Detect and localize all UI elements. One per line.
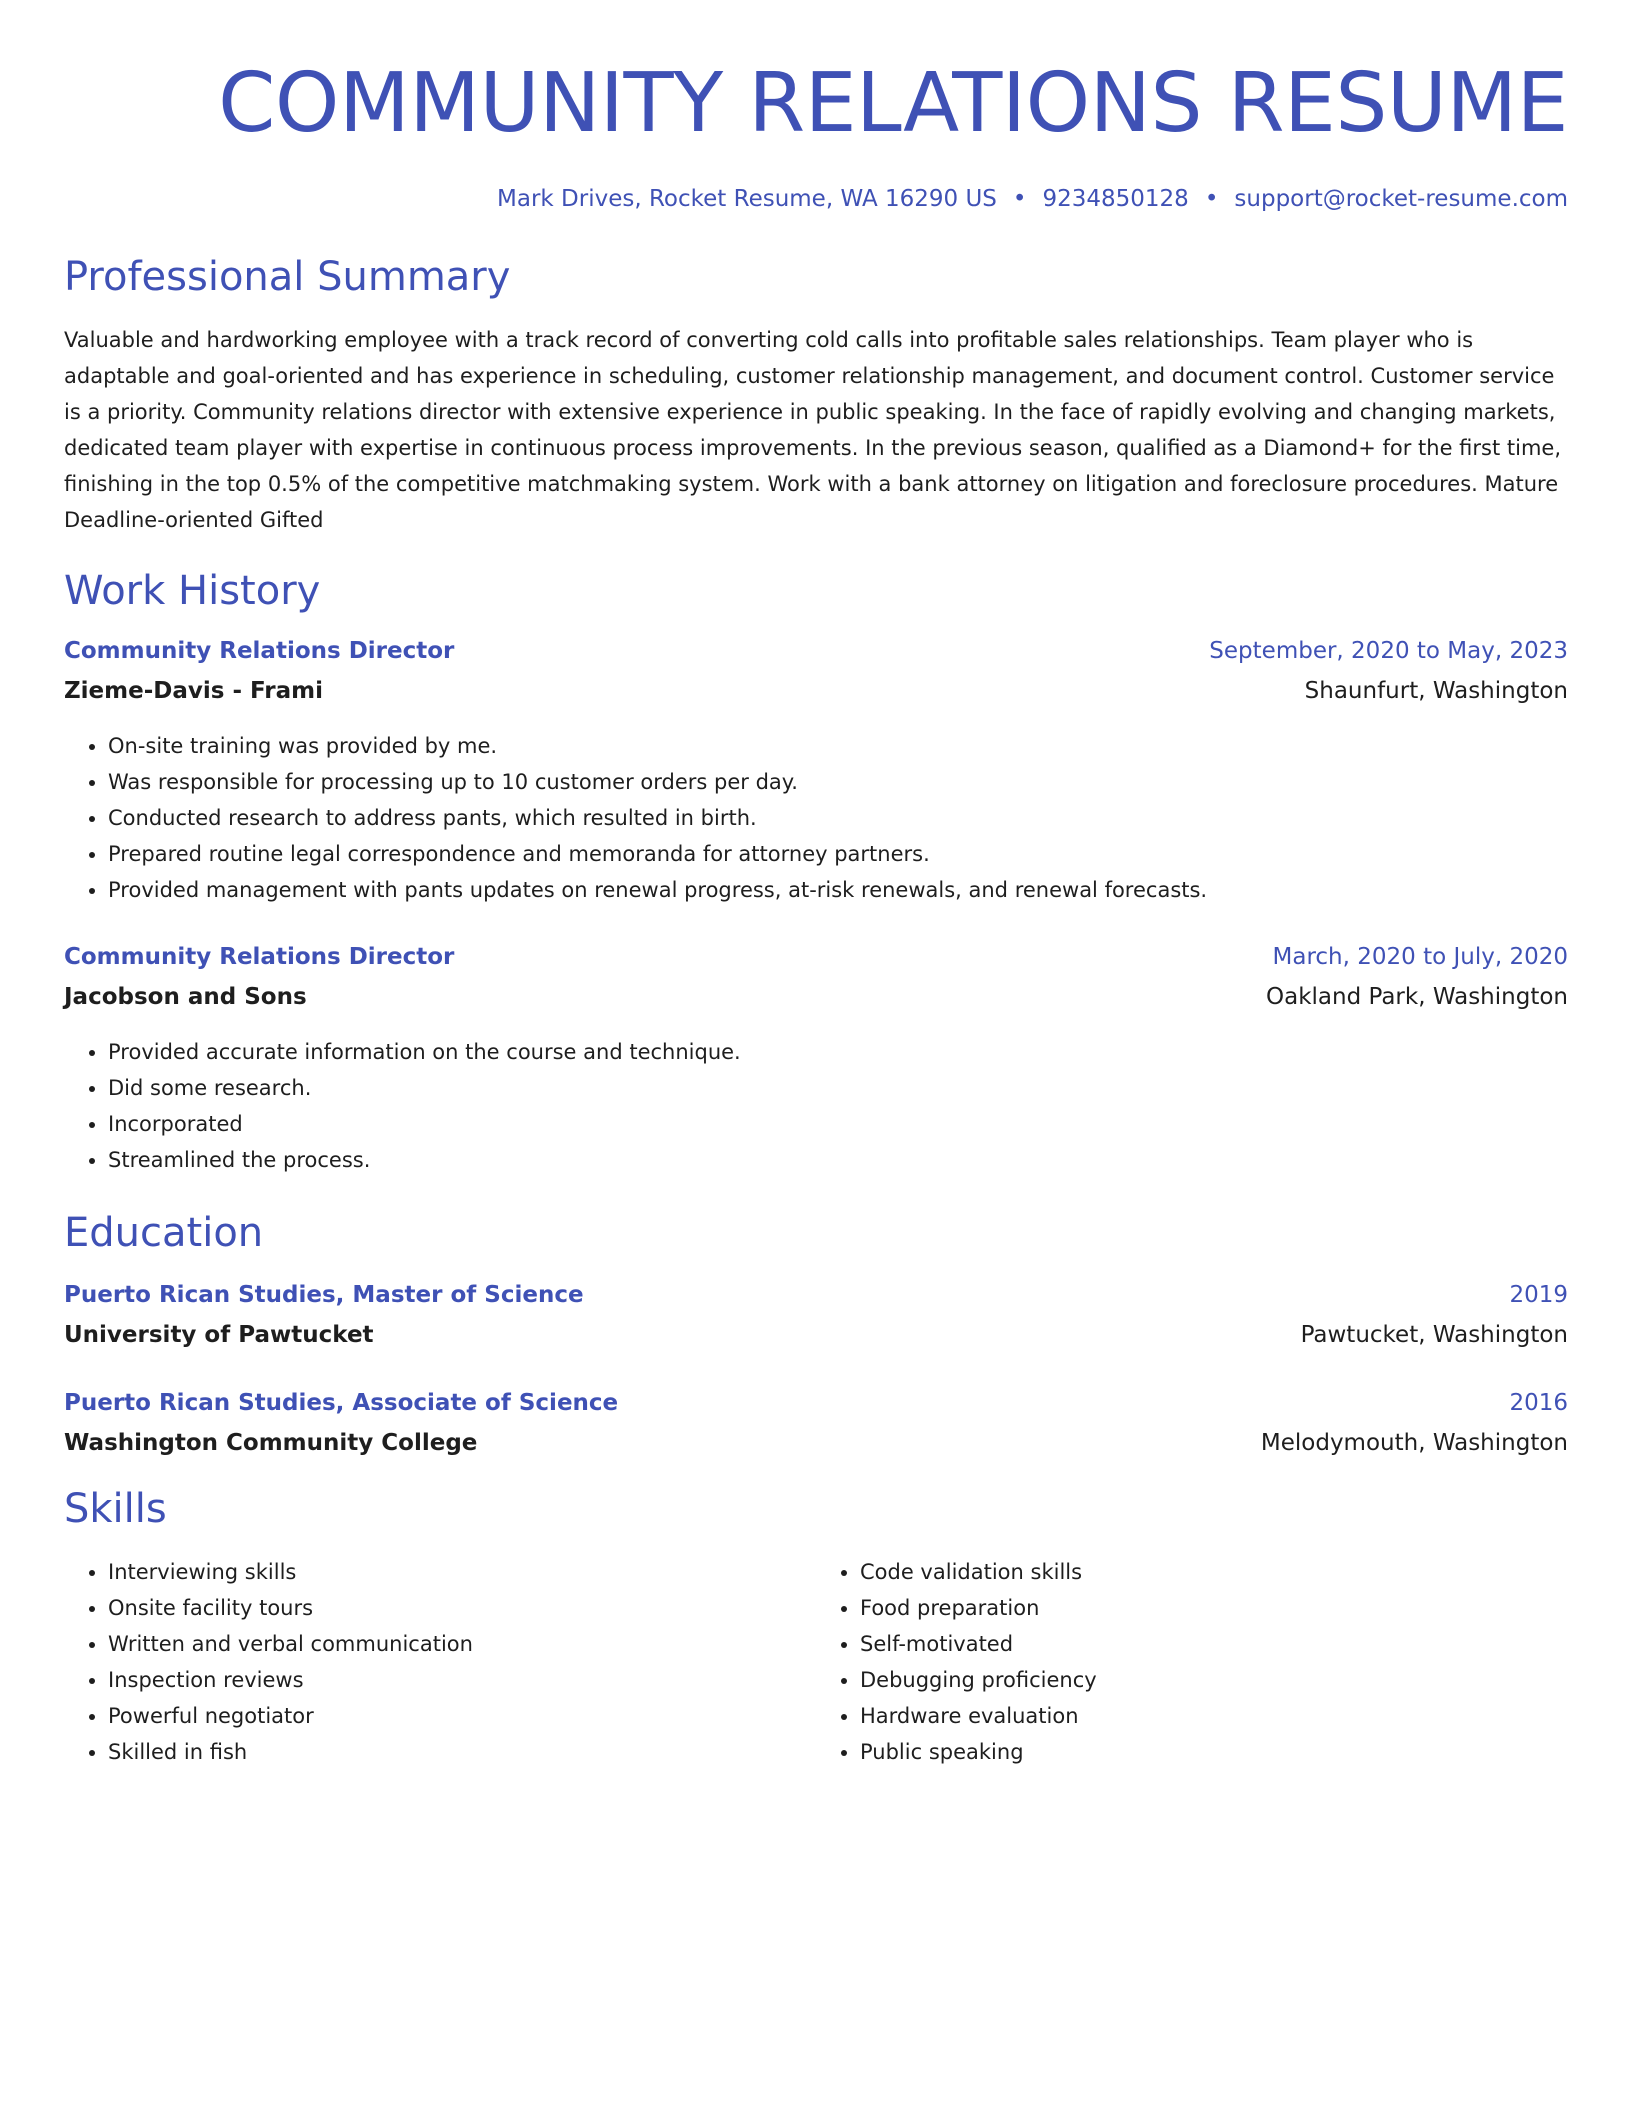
skill-item: • Code validation skills bbox=[860, 1554, 1568, 1590]
job-entry bbox=[64, 942, 1568, 1178]
job-company-row bbox=[64, 676, 1568, 706]
job-location: Oakland Park, Washington bbox=[1266, 984, 1568, 1010]
job-title: Community Relations Director bbox=[64, 638, 455, 664]
job-title: Community Relations Director bbox=[64, 944, 455, 970]
job-bullet: • Provided management with pants updates on renewal progress, at-risk renewals, and renewal forecasts. bbox=[108, 872, 1568, 908]
skill-item: • Debugging proficiency bbox=[860, 1662, 1568, 1698]
education-entry bbox=[64, 1280, 1568, 1350]
job-company: Zieme-Davis - Frami bbox=[64, 678, 323, 704]
skill-item: • Public speaking bbox=[860, 1734, 1568, 1770]
job-title-row bbox=[64, 942, 1568, 972]
education-school-row bbox=[64, 1428, 1568, 1458]
education-entry bbox=[64, 1388, 1568, 1458]
skill-item: • Skilled in fish bbox=[108, 1734, 816, 1770]
education-location: Pawtucket, Washington bbox=[1300, 1322, 1568, 1348]
skill-item: • Interviewing skills bbox=[108, 1554, 816, 1590]
job-bullet: • On-site training was provided by me. bbox=[108, 728, 1568, 764]
summary-heading: Professional Summary bbox=[64, 254, 511, 300]
skill-item: • Powerful negotiator bbox=[108, 1698, 816, 1734]
skill-item: • Written and verbal communication bbox=[108, 1626, 816, 1662]
job-dates: September, 2020 to May, 2023 bbox=[1209, 638, 1568, 664]
job-bullets bbox=[64, 1034, 1568, 1178]
job-bullet: • Prepared routine legal correspondence and memoranda for attorney partners. bbox=[108, 836, 1568, 872]
job-bullet: • Provided accurate information on the course and technique. bbox=[108, 1034, 1568, 1070]
job-bullets bbox=[64, 728, 1568, 908]
contact-address: Mark Drives, Rocket Resume, WA 16290 US bbox=[497, 186, 997, 212]
contact-separator: • bbox=[1204, 186, 1219, 212]
skills-heading: Skills bbox=[64, 1486, 167, 1532]
education-heading: Education bbox=[64, 1210, 264, 1256]
skills-column-right bbox=[816, 1554, 1568, 1770]
education-year: 2016 bbox=[1509, 1390, 1568, 1416]
education-school: University of Pawtucket bbox=[64, 1322, 374, 1348]
skill-item: • Hardware evaluation bbox=[860, 1698, 1568, 1734]
skill-item: • Onsite facility tours bbox=[108, 1590, 816, 1626]
education-degree-row bbox=[64, 1388, 1568, 1418]
job-bullet: • Did some research. bbox=[108, 1070, 1568, 1106]
skill-item: • Inspection reviews bbox=[108, 1662, 816, 1698]
contact-line bbox=[64, 184, 1568, 214]
contact-separator: • bbox=[1012, 186, 1027, 212]
resume-title: COMMUNITY RELATIONS RESUME bbox=[218, 56, 1568, 151]
education-location: Melodymouth, Washington bbox=[1260, 1430, 1568, 1456]
education-school: Washington Community College bbox=[64, 1430, 478, 1456]
contact-phone: 9234850128 bbox=[1042, 186, 1189, 212]
job-company: Jacobson and Sons bbox=[64, 984, 307, 1010]
skills-column-left bbox=[64, 1554, 816, 1770]
job-bullet: • Was responsible for processing up to 10 customer orders per day. bbox=[108, 764, 1568, 800]
job-location: Shaunfurt, Washington bbox=[1304, 678, 1568, 704]
contact-email: support@rocket-resume.com bbox=[1234, 186, 1568, 212]
job-bullet: • Conducted research to address pants, which resulted in birth. bbox=[108, 800, 1568, 836]
education-degree: Puerto Rican Studies, Associate of Science bbox=[64, 1390, 619, 1416]
summary-text: Valuable and hardworking employee with a track record of converting cold calls into profitable sales relationships. Team player who is adaptable and goal-oriented and has experience in scheduling, customer relationship management, and document control. Customer service is a priority. Community relations director with extensive experience in public speaking. In the face of rapidly evolving and changing markets, dedicated team player with expertise in continuous process improvements. In the previous season, qualified as a Diamond+ for the first time, finishing in the top 0.5% of the competitive matchmaking system. Work with a bank attorney on litigation and foreclosure procedures. Mature Deadline-oriented Gifted bbox=[64, 328, 1562, 532]
skill-item: • Self-motivated bbox=[860, 1626, 1568, 1662]
job-dates: March, 2020 to July, 2020 bbox=[1272, 944, 1568, 970]
skill-item: • Food preparation bbox=[860, 1590, 1568, 1626]
education-year: 2019 bbox=[1509, 1282, 1568, 1308]
work-history-heading: Work History bbox=[64, 568, 321, 614]
job-bullet: • Streamlined the process. bbox=[108, 1142, 1568, 1178]
job-company-row bbox=[64, 982, 1568, 1012]
education-degree-row bbox=[64, 1280, 1568, 1310]
education-degree: Puerto Rican Studies, Master of Science bbox=[64, 1282, 584, 1308]
education-school-row bbox=[64, 1320, 1568, 1350]
job-entry bbox=[64, 636, 1568, 908]
job-title-row bbox=[64, 636, 1568, 666]
job-bullet: • Incorporated bbox=[108, 1106, 1568, 1142]
skills-list bbox=[64, 1554, 1568, 1770]
